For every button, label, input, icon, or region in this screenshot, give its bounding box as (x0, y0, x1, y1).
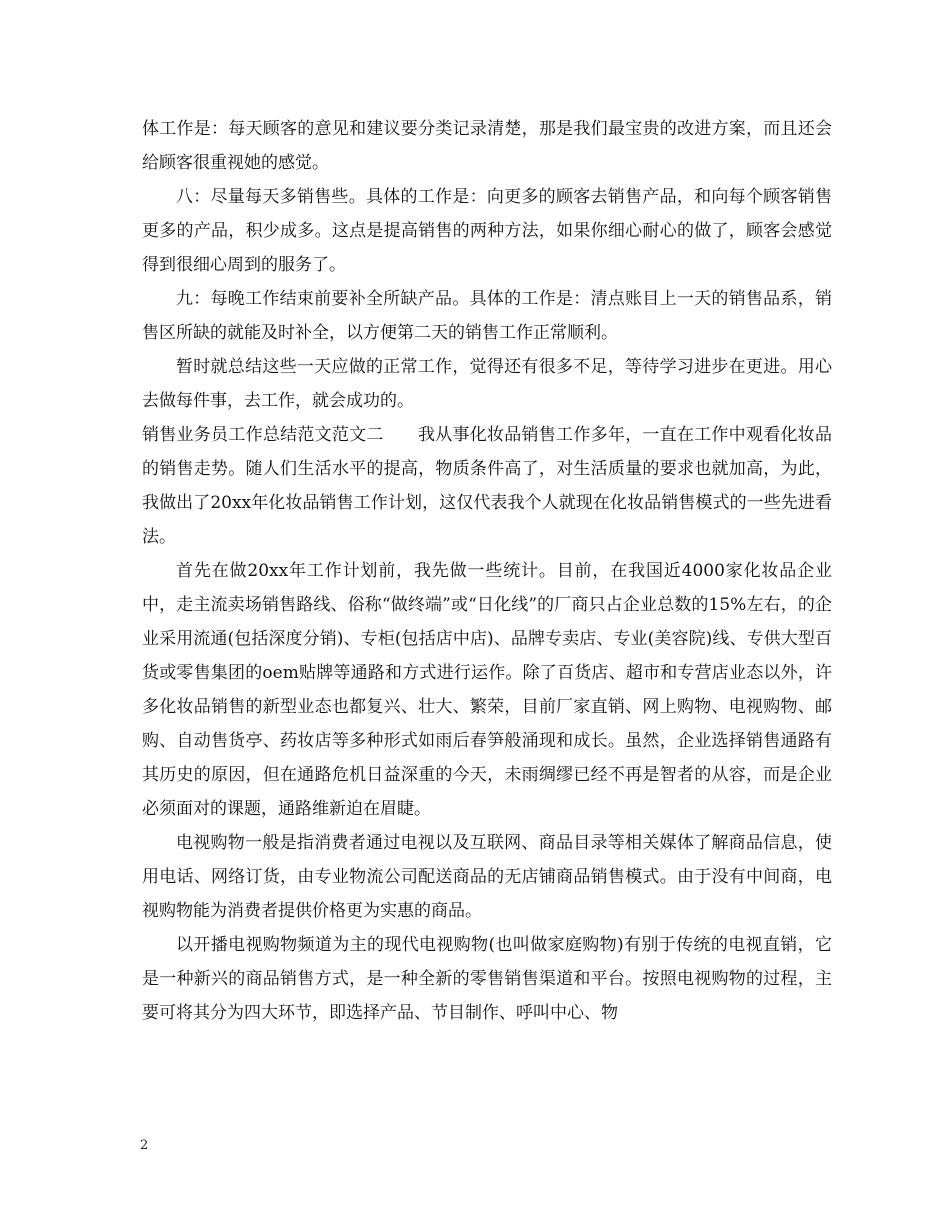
paragraph-item-nine: 九：每晚工作结束前要补全所缺产品。具体的工作是：清点账目上一天的销售品系，销售区所缺的就能及时补全，以方便第二天的销售工作正常顺利。 (142, 289, 832, 343)
document-body (142, 112, 832, 1030)
paragraph-statistics: 首先在做20xx年工作计划前，我先做一些统计。目前，在我国近4000家化妆品企业中，走主流卖场销售路线、俗称“做终端”或“日化线”的厂商只占企业总数的15%左右，的企业采用流通(包括深度分销)、专柜(包括店中店)、品牌专卖店、专业(美容院)线、专供大型百货或零售集团的oem贴牌等通路和方式进行运作。除了百货店、超市和专营店业态以外，许多化妆品销售的新型业态也都复兴、壮大、繁荣，目前厂家直销、网上购物、电视购物、邮购、自动售货亭、药妆店等多种形式如雨后春笋般涌现和成长。虽然，企业选择销售通路有其历史的原因，但在通路危机日益深重的今天，未雨绸缪已经不再是智者的从容，而是企业必须面对的课题，通路维新迫在眉睫。 (142, 561, 832, 819)
section-heading: 销售业务员工作总结范文范文二 (142, 425, 384, 445)
paragraph-tv-shopping-modern: 以开播电视购物频道为主的现代电视购物(也叫做家庭购物)有别于传统的电视直销，它是一种新兴的商品销售方式，是一种全新的零售销售渠道和平台。按照电视购物的过程，主要可将其分为四大环节，即选择产品、节目制作、呼叫中心、物 (142, 935, 832, 1023)
page-number: 2 (140, 1138, 149, 1153)
paragraph-summary: 暂时就总结这些一天应做的正常工作，觉得还有很多不足，等待学习进步在更进。用心去做每件事，去工作，就会成功的。 (142, 357, 832, 411)
paragraph-item-eight: 八：尽量每天多销售些。具体的工作是：向更多的顾客去销售产品，和向每个顾客销售更多的产品，积少成多。这点是提高销售的两种方法，如果你细心耐心的做了，顾客会感觉得到很细心周到的服务了。 (142, 187, 832, 275)
section-heading-paragraph (142, 418, 832, 554)
paragraph-tv-shopping-definition: 电视购物一般是指消费者通过电视以及互联网、商品目录等相关媒体了解商品信息，使用电话、网络订货，由专业物流公司配送商品的无店铺商品销售模式。由于没有中间商，电视购物能为消费者提供价格更为实惠的商品。 (142, 833, 832, 921)
section-intro: 我从事化妆品销售工作多年，一直在工作中观看化妆品的销售走势。随人们生活水平的提高，物质条件高了，对生活质量的要求也就加高，为此，我做出了20xx年化妆品销售工作计划，这仅代表我个人就现在化妆品销售模式的一些先进看法。 (142, 425, 833, 547)
paragraph-continuation: 体工作是：每天顾客的意见和建议要分类记录清楚，那是我们最宝贵的改进方案，而且还会给顾客很重视她的感觉。 (142, 119, 832, 173)
